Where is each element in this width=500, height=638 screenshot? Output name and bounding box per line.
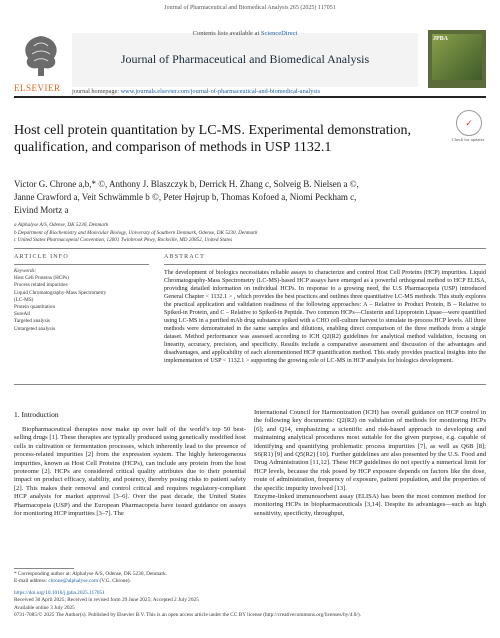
journal-name: Journal of Pharmaceutical and Biomedical Analysis (120, 52, 370, 66)
keyword: (LC-MS) (14, 296, 34, 303)
body-column-right (254, 409, 486, 518)
check-for-updates-label[interactable]: Check for updates (451, 137, 485, 142)
divider (14, 264, 149, 265)
homepage-link[interactable]: www.journals.elsevier.com/journal-of-pharmaceutical-and-biomedical-analysis (120, 88, 321, 95)
abstract-heading: ABSTRACT (164, 254, 205, 260)
corresponding-author: * Corresponding author at: Alphalyse A/S, Odense, DK 5230, Denmark. (14, 571, 168, 577)
keyword: Untargeted analysis (14, 325, 55, 332)
body-column-left (14, 426, 246, 518)
email-line (14, 578, 486, 585)
article-title: Host cell protein quantitation by LC-MS. Experimental demonstration, qualification, and comparison of methods in USP 1132.1 (14, 123, 411, 155)
sciencedirect-link[interactable]: ScienceDirect (260, 30, 298, 37)
affiliation-b: b Department of Biochemistry and Molecular Biology, University of Southern Denmark, Odense, DK 5230, Denmark (14, 229, 258, 236)
publisher-name: ELSEVIER (14, 83, 61, 93)
header-rule (14, 96, 486, 98)
contents-prefix: Contents lists available at (192, 30, 261, 37)
body-paragraph: International Council for Harmonization (ICH) has overall guidance on HCP control in the following key documents: Q2(R2) on validation of methods for monitoring HCPs [6]; and Q14, emphasizing a scientific and risk-based approach to developing and maintaining analytical procedures most suitable for the given purpose, e.g. capable of identifying and quantifying problematic process impurities [7], as well as Q6B [8]; S6(R1) [9] and Q5(R2) [10]. Further guidelines are also presented by the U.S. Food and Drug Administration [11,12]. These HCP guidelines do not specify a numerical limit for HCP levels, because the risk posed by HCP exposure depends on factors like the dose, route of administration, frequency of exposure, patient population, and the properties of the specific impurity involved [13]. Enzyme-linked immunosorbent assay (ELISA) has been the most common method for monitoring HCPs in biopharmaceuticals [3,14]. Despite its advantages—such as high sensitivity, specificity, throughput, (254, 409, 486, 517)
elsevier-tree-logo (16, 30, 66, 78)
footnotes (14, 571, 486, 619)
divider (14, 384, 486, 385)
authors-line-2[interactable]: Janne Crawford a, Veit Schwämmle b ©, Peter Højrup b, Thomas Kofoed a, Niomi Peckham c, (14, 192, 357, 202)
keywords-list (14, 268, 154, 333)
running-head: Journal of Pharmaceutical and Biomedical Analysis 265 (2025) 117051 (164, 5, 336, 11)
journal-homepage (72, 88, 492, 95)
email-label: E-mail address: (14, 578, 49, 585)
contents-line (72, 30, 418, 37)
homepage-label: journal homepage: (72, 88, 121, 95)
keywords-title: Keywords: (14, 268, 37, 274)
affiliation-c: c United States Pharmacopeial Convention, 12601 Twinbrook Pkwy, Rockville, MD 20852, United States (14, 237, 233, 243)
body-paragraph: Biopharmaceutical therapies now make up over half of the world’s top 50 best-selling drugs [1]. These therapies are typically produced using genetically modified host cells in cultivation or fermentation processes, which inherently lead to the presence of process-related impurities [2] from the expression system. The highly heterogeneous impurities, known as Host Cell Proteins (HCPs), can include any protein from the host proteome [2]. HCPs are considered critical quality attributes due to their potential impact on product efficacy, stability, and potency, thereby posing risks to patient safety [2]. This makes their removal and control critical and requires regulatory-compliant HCP analysis for market approval [3–6]. Over the past decade, the United States Pharmacopeia (USP) and the European Pharmacopeia have issued guidance on assays for monitoring HCP impurities [3–7]. The (14, 426, 246, 518)
authors-line-3[interactable]: Eivind Mortz a (14, 205, 69, 215)
keyword: Targeted analysis (14, 318, 50, 325)
check-for-updates-icon[interactable]: ✓ (456, 110, 482, 136)
keyword: SureAll (14, 311, 31, 318)
keyword: Liquid Chromatography-Mass Spectrometry (14, 289, 107, 296)
article-info-heading: ARTICLE INFO (14, 254, 69, 260)
keyword: Process related impurities (14, 282, 68, 289)
available-online: Available online 3 July 2025 (14, 604, 75, 611)
copyright-line: 0731-7085/© 2025 The Author(s). Published by Elsevier B.V. This is an open access article under the CC BY license (http://creativecommons.org/licenses/by/4.0/). (14, 612, 361, 619)
footnote-rule (14, 568, 74, 569)
affiliation-a: a Alphalyse A/S, Odense, DK 5230, Denmark (14, 222, 109, 228)
divider (14, 248, 486, 249)
email-link[interactable]: chrone@alphalyse.com (48, 578, 99, 585)
article-history: Received 30 April 2025; Received in revised form 29 June 2025; Accepted 2 July 2025 (14, 597, 199, 604)
keyword: Protein quantitation (14, 304, 56, 311)
abstract-text: The development of biologics necessitates reliable assays to characterize and control Host Cell Proteins (HCP) impurities. Liquid Chromatography-Mass Spectrometry (LC-MS)-based HCP assays have emerged as a powerful orthogonal method to HCP ELISA, providing detailed information on individual HCPs. In response to a growing need, the U.S Pharmacopeia (USP) introduced General Chapter < 1132.1 > , which provides the best practices and outlines three quantitative LC-MS methods. This study explores the practical application and validation readiness of the following approaches: A – Relative to Product Protein, B – Relative to Spiked-in Protein, and C – Relative to Spiked-in Peptide. Two common HCPs—Clusterin and Lipoprotein Lipase—were quantified using LC-MS in a purified mAb drug substance spiked with a CHO cell-culture harvest to simulate in-process HCP levels. All three methods were demonstrated in the same samples and dilutions, enabling direct comparison of the three methods from a single dataset. Method performance was assessed according to ICH Q2(R2) guidelines for analytical method validation, focusing on linearity, accuracy, precision, and specificity. Results include a comparative assessment and discussion of the advantages and disadvantages, and applicability of each aforementioned HCP quantification method. This study provides practical insights into the implementation of USP < 1132.1 > supporting the growing role of LC-MS in HCP analysis for biologics development. (164, 270, 486, 364)
journal-cover-label: JPBA (433, 36, 448, 42)
doi-link[interactable]: https://doi.org/10.1016/j.jpba.2025.117051 (14, 589, 105, 596)
author-list (14, 178, 454, 217)
authors-line-1[interactable]: Victor G. Chrone a,b,* ©, Anthony J. Blaszczyk b, Derrick H. Zhang c, Solveig B. Nielsen a ©, (14, 179, 359, 189)
affiliations (14, 222, 474, 245)
keyword: Host Cell Proteins (HCPs) (14, 275, 69, 282)
divider (164, 264, 486, 265)
email-suffix: (V.G. Chrone). (98, 578, 131, 585)
section-heading: 1. Introduction (14, 410, 59, 419)
